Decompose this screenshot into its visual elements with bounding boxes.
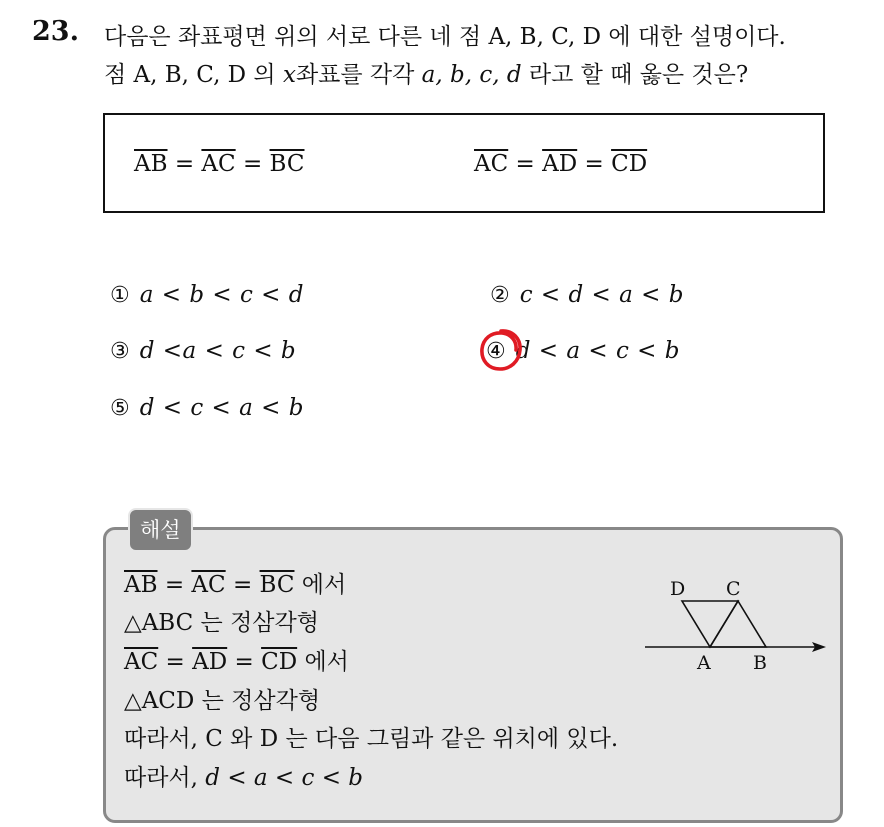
option-2-mark: ② — [490, 283, 510, 308]
solution-line-1 — [124, 566, 346, 599]
equals-sign: = — [235, 151, 270, 177]
segment-cd: $\overline{CD}$ — [261, 649, 298, 675]
question-line-2 — [104, 56, 748, 89]
equals-sign: = — [167, 151, 202, 177]
triangle-acd — [682, 601, 738, 647]
equals-sign: = — [157, 572, 192, 598]
option-2[interactable] — [490, 282, 684, 308]
solution-line-3-suffix: 에서 — [297, 649, 349, 675]
triangle-diagram — [640, 570, 830, 680]
point-label-a: A — [697, 652, 711, 674]
equals-sign: = — [227, 649, 262, 675]
equals-sign: = — [158, 649, 193, 675]
point-label-b: B — [753, 652, 767, 674]
solution-line-5: 따라서, C 와 D 는 다음 그림과 같은 위치에 있다. — [124, 726, 619, 752]
x-variable: x — [282, 62, 296, 88]
option-5-mark: ⑤ — [110, 396, 130, 421]
solution-line-6-expr: d < a < c < b — [205, 765, 364, 791]
question-line-2-end: 라고 할 때 옳은 것은? — [521, 62, 749, 88]
coordinate-variables: a, b, c, d — [421, 62, 522, 88]
segment-cd: $\overline{CD}$ — [611, 151, 648, 177]
solution-line-2: △ABC 는 정삼각형 — [124, 610, 319, 636]
segment-ad: $\overline{AD}$ — [542, 151, 578, 177]
segment-ac: $\overline{AC}$ — [201, 151, 236, 177]
option-2-expr: c < d < a < b — [519, 282, 684, 308]
segment-ac: $\overline{AC}$ — [191, 572, 226, 598]
segment-ad: $\overline{AD}$ — [192, 649, 228, 675]
segment-ac: $\overline{AC}$ — [474, 151, 509, 177]
condition-equation-left — [134, 151, 304, 177]
option-3-expr: d <a < c < b — [139, 338, 297, 364]
selected-answer-circle-icon — [477, 326, 525, 374]
condition-equation-right — [474, 151, 647, 177]
question-line-1: 다음은 좌표평면 위의 서로 다른 네 점 A, B, C, D 에 대한 설명이다. — [104, 24, 786, 50]
equals-sign: = — [225, 572, 260, 598]
segment-bc: $\overline{BC}$ — [259, 572, 295, 598]
option-1[interactable] — [110, 282, 304, 308]
option-4-expr: d < a < c < b — [515, 338, 680, 364]
option-3-mark: ③ — [110, 339, 130, 364]
point-label-c: C — [726, 578, 741, 600]
option-5[interactable] — [110, 395, 304, 421]
option-3[interactable] — [110, 338, 296, 364]
segment-ab: $\overline{AB}$ — [124, 572, 158, 598]
option-1-mark: ① — [110, 283, 130, 308]
solution-line-6-pre: 따라서, — [124, 765, 206, 791]
equals-sign: = — [508, 151, 543, 177]
question-line-2-post: 좌표를 각각 — [295, 62, 422, 88]
segment-ac: $\overline{AC}$ — [124, 649, 159, 675]
question-line-2-pre: 점 A, B, C, D 의 — [104, 62, 283, 88]
equals-sign: = — [577, 151, 612, 177]
condition-box — [103, 113, 825, 213]
solution-line-6 — [124, 759, 363, 792]
option-4-mark: ④ — [486, 339, 506, 364]
triangle-abc — [710, 601, 766, 647]
solution-line-1-suffix: 에서 — [294, 572, 347, 598]
option-5-expr: d < c < a < b — [139, 395, 304, 421]
segment-ab: $\overline{AB}$ — [134, 151, 168, 177]
solution-tag: 해설 — [128, 508, 193, 552]
segment-bc: $\overline{BC}$ — [269, 151, 305, 177]
option-1-expr: a < b < c < d — [139, 282, 304, 308]
solution-line-3 — [124, 643, 349, 676]
point-label-d: D — [670, 578, 686, 600]
question-number: 23. — [32, 16, 79, 47]
solution-line-4: △ACD 는 정삼각형 — [124, 688, 321, 714]
